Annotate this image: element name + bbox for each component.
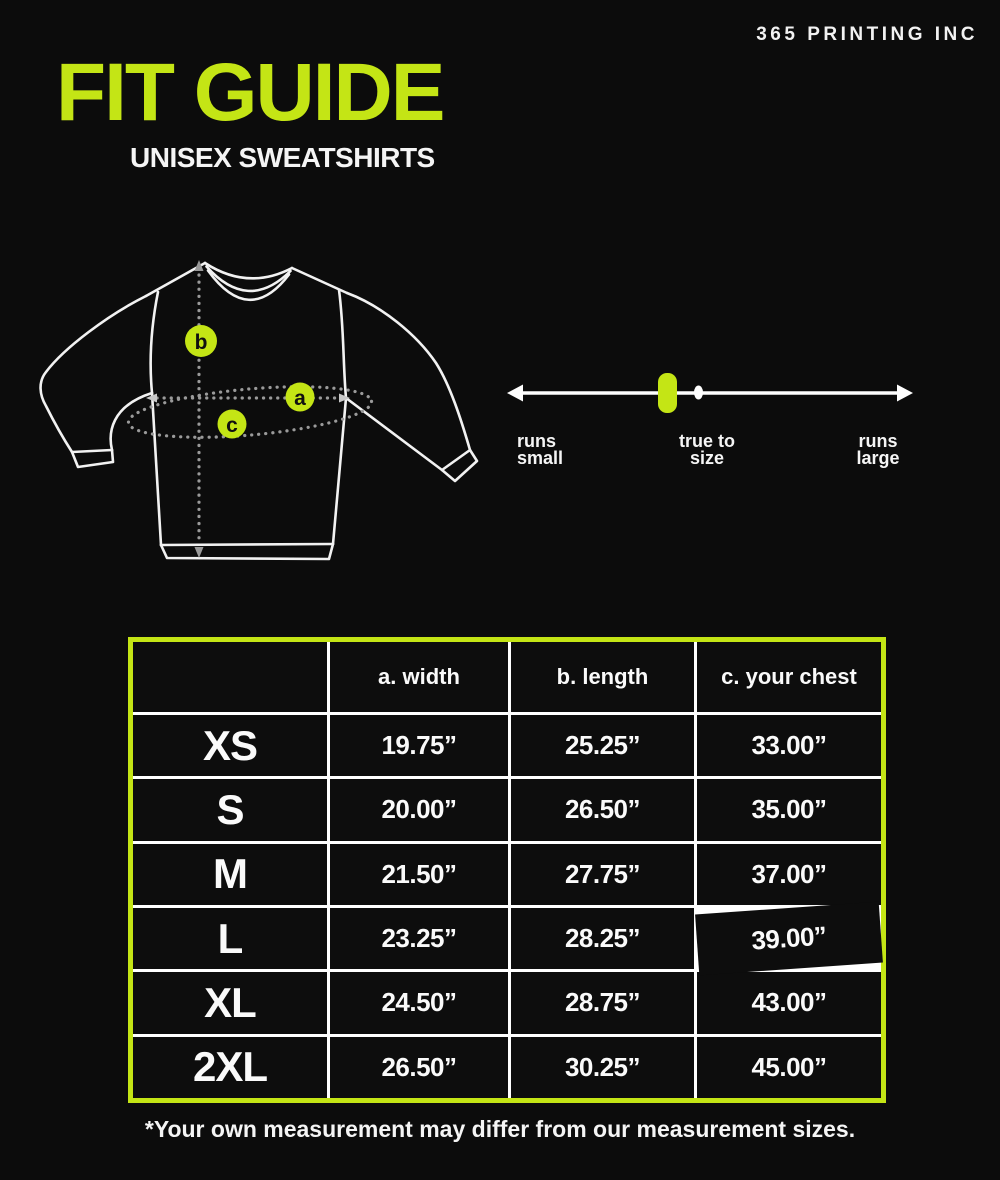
fit-scale bbox=[505, 360, 915, 418]
width-value: 24.50” bbox=[330, 972, 508, 1033]
width-measure-line bbox=[146, 394, 350, 403]
marker-a bbox=[286, 383, 315, 412]
length-value: 27.75” bbox=[511, 844, 694, 905]
arrow-down-icon bbox=[195, 547, 204, 558]
size-label: S bbox=[133, 779, 327, 840]
chest-value: 39.00” bbox=[695, 902, 883, 976]
length-value: 28.75” bbox=[511, 972, 694, 1033]
marker-c-label: c bbox=[226, 414, 238, 437]
width-value: 21.50” bbox=[330, 844, 508, 905]
scale-indicator-pill bbox=[658, 373, 677, 413]
width-value: 19.75” bbox=[330, 715, 508, 776]
chest-measure-ellipse bbox=[126, 378, 373, 445]
page-title: FIT GUIDE bbox=[56, 47, 444, 138]
scale-label-line: small bbox=[517, 448, 564, 469]
marker-c bbox=[218, 410, 247, 439]
chest-value: 45.00” bbox=[697, 1037, 881, 1098]
brand-name: 365 PRINTING INC bbox=[756, 24, 978, 45]
arrow-right-icon bbox=[897, 385, 913, 402]
length-measure-line bbox=[195, 260, 204, 558]
scale-dot bbox=[694, 386, 703, 400]
scale-label-line: large bbox=[856, 448, 900, 469]
size-table bbox=[128, 637, 886, 1103]
width-value: 20.00” bbox=[330, 779, 508, 840]
scale-label-line: runs bbox=[517, 431, 557, 451]
chest-value: 43.00” bbox=[697, 972, 881, 1033]
sweatshirt-diagram bbox=[30, 245, 495, 585]
scale-label-line: runs bbox=[858, 431, 898, 451]
sweatshirt-outline-icon bbox=[41, 263, 477, 559]
header-width: a. width bbox=[330, 642, 508, 712]
length-value: 26.50” bbox=[511, 779, 694, 840]
scale-label-runs-large bbox=[818, 433, 938, 467]
header-empty bbox=[133, 642, 327, 712]
marker-a-label: a bbox=[294, 387, 306, 410]
marker-b bbox=[185, 325, 217, 357]
marker-b-label: b bbox=[194, 331, 208, 354]
arrow-left-icon bbox=[507, 385, 523, 402]
header-length: b. length bbox=[511, 642, 694, 712]
width-value: 23.25” bbox=[330, 908, 508, 969]
chest-value: 35.00” bbox=[697, 779, 881, 840]
scale-label-line: size bbox=[689, 448, 725, 469]
length-value: 30.25” bbox=[511, 1037, 694, 1098]
size-label: XL bbox=[133, 972, 327, 1033]
length-value: 25.25” bbox=[511, 715, 694, 776]
size-label: L bbox=[133, 908, 327, 969]
scale-label-true-to-size bbox=[647, 433, 767, 467]
scale-label-runs-small bbox=[517, 433, 563, 467]
size-label: 2XL bbox=[133, 1037, 327, 1098]
scale-label-line: true to bbox=[679, 431, 735, 451]
header-chest: c. your chest bbox=[697, 642, 881, 712]
footnote: *Your own measurement may differ from our measurement sizes. bbox=[144, 1116, 856, 1142]
length-value: 28.25” bbox=[511, 908, 694, 969]
width-value: 26.50” bbox=[330, 1037, 508, 1098]
page-subtitle: UNISEX SWEATSHIRTS bbox=[130, 142, 435, 173]
chest-value: 37.00” bbox=[697, 844, 881, 905]
size-label: XS bbox=[133, 715, 327, 776]
size-label: M bbox=[133, 844, 327, 905]
chest-value: 33.00” bbox=[697, 715, 881, 776]
